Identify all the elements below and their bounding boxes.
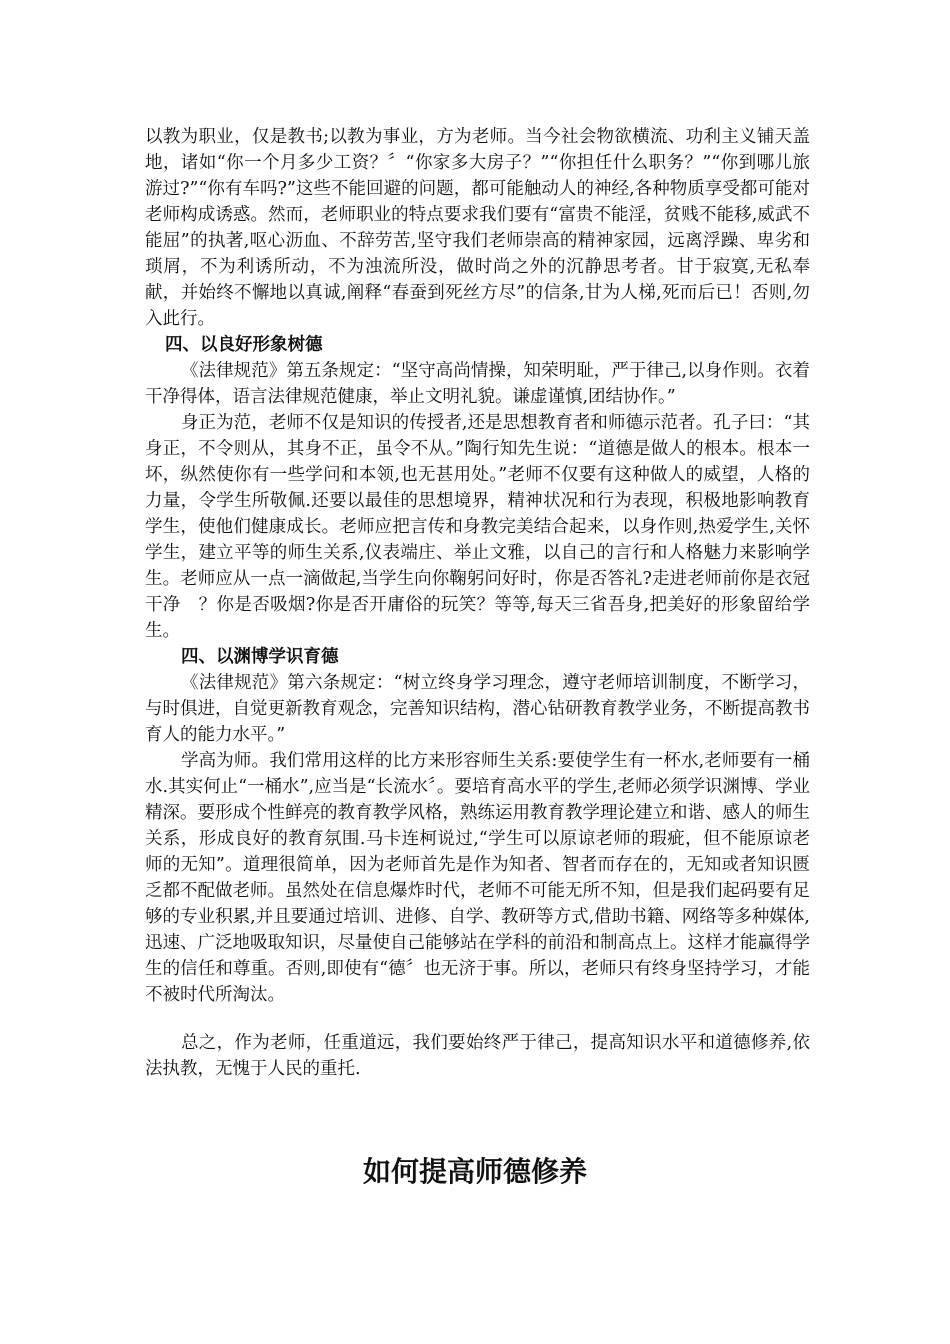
paragraph-spacer	[145, 1008, 810, 1030]
paragraph-lifelong-learning: 学高为师。我们常用这样的比方来形容师生关系:要使学生有一杯水,老师要有一桶水.其实何止“一桶水”,应当是“长流水〞。要培育高水平的学生,老师必须学识渊博、学业精深。要形成个性鲜亮的教育教学风格，熟练运用教育教学理论建立和谐、感人的师生关系，形成良好的教育氛围.马卡连柯说过,“学生可以原谅老师的瑕疵，但不能原谅老师的无知”。道理很简单，因为老师首先是作为知者、智者而存在的，无知或者知识匮乏都不配做老师。虽然处在信息爆炸时代，老师不可能无所不知，但是我们起码要有足够的专业积累,并且要通过培训、进修、自学、教研等方式,借助书籍、网络等多种媒体,迅速、广泛地吸取知识，尽量使自己能够站在学科的前沿和制高点上。这样才能赢得学生的信任和尊重。否则,即使有“德〞也无济于事。所以，老师只有终身坚持学习，才能不被时代所淘汰。	[145, 751, 810, 1005]
paragraph-article-six: 《法律规范》第六条规定：“树立终身学习理念，遵守老师培训制度，不断学习，与时俱进，自觉更新教育观念，完善知识结构，潜心钻研教育教学业务，不断提高教书育人的能力水平。”	[145, 673, 810, 745]
paragraph-teaching-as-career: 以教为职业，仅是教书;以教为事业，方为老师。当今社会物欲横流、功利主义铺天盖地，诸如“你一个月多少工资？〞“你家多大房子？”“你担任什么职务？”“你到哪儿旅游过?”“你有车吗?”这些不能回避的问题，都可能触动人的神经,各种物质享受都可能对老师构成诱惑。然而，老师职业的特点要求我们要有“富贵不能淫，贫贱不能移,威武不能屈”的执著,呕心沥血、不辞劳苦,坚守我们老师崇高的精神家园，远离浮躁、卑劣和琐屑，不为利诱所动，不为浊流所没，做时尚之外的沉静思考者。甘于寂寞,无私奉献，并始终不懈地以真诚,阐释“春蚕到死丝方尽”的信条,甘为人梯,死而后已！否则,勿入此行。	[145, 127, 810, 329]
paragraph-set-example: 身正为范，老师不仅是知识的传授者,还是思想教育者和师德示范者。孔子曰：“其身正，不令则从，其身不正，虽令不从。”陶行知先生说：“道德是做人的根本。根本一坏，纵然使你有一些学问和本领,也无甚用处。”老师不仅要有这种做人的威望，人格的力量，令学生所敬佩.还要以最佳的思想境界，精神状况和行为表现，积极地影响教育学生，使他们健康成长。老师应把言传和身教完美结合起来，以身作则,热爱学生,关怀学生，建立平等的师生关系,仪表端庄、举止文雅，以自己的言行和人格魅力来影响学生。老师应从一点一滴做起,当学生向你鞠躬问好时，你是否答礼?走进老师前你是衣冠干净 ？你是否吸烟?你是否开庸俗的玩笑？等等,每天三省吾身,把美好的形象留给学生。	[145, 413, 810, 641]
document-body	[145, 124, 810, 1082]
paragraph-article-five: 《法律规范》第五条规定：“坚守高尚情操，知荣明耻，严于律己,以身作则。衣着干净得体，语言法律规范健康，举止文明礼貌。谦虚谨慎,团结协作。”	[145, 361, 810, 407]
section-heading-knowledge: 四、以渊博学识育德	[181, 647, 339, 667]
document-title: 如何提高师德修养	[362, 1155, 587, 1188]
section-heading-image: 四、以良好形象树德	[165, 335, 323, 355]
paragraph-conclusion: 总之，作为老师，任重道远，我们要始终严于律己，提高知识水平和道德修养,依法执教，无愧于人民的重托.	[145, 1033, 810, 1079]
